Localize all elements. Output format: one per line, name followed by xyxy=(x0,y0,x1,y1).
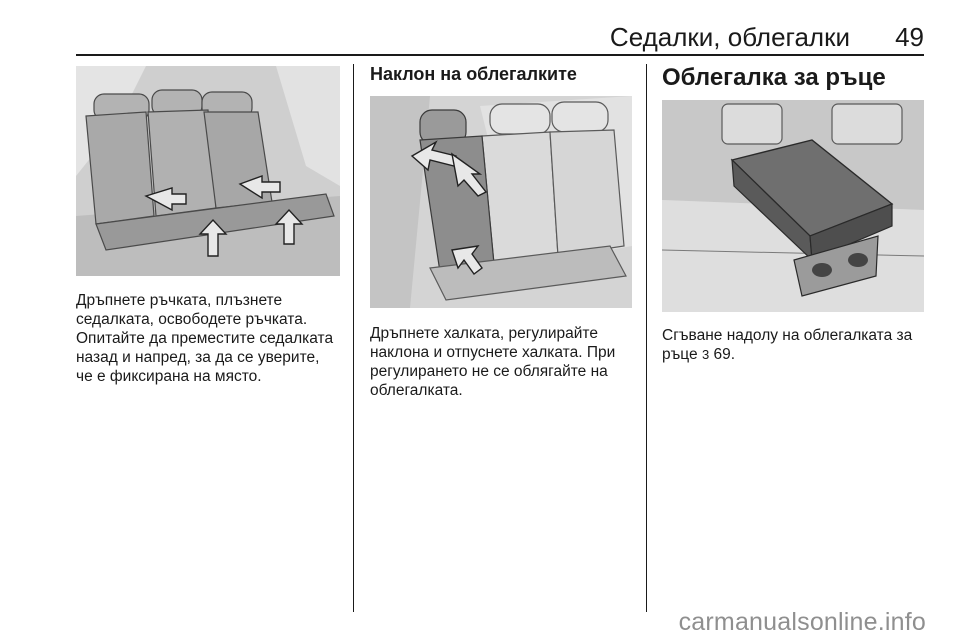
column-divider-left xyxy=(353,64,354,612)
seat-slide-instructions xyxy=(76,291,346,386)
backrest-tilt-instructions xyxy=(370,324,642,400)
rear-seat-slide-drawing xyxy=(76,66,340,276)
header-divider xyxy=(76,54,924,56)
text-line: назад и напред, за да се уверите, xyxy=(76,349,320,366)
text-line: Опитайте да преместите седалката xyxy=(76,330,334,347)
ref-prefix: ръце xyxy=(662,346,698,363)
page-number: 49 xyxy=(895,22,924,52)
watermark: carmanualsonline.info xyxy=(678,608,926,636)
text-line: регулирането не се облягайте на xyxy=(370,363,608,380)
armrest-instructions xyxy=(662,326,928,364)
rear-seat-slide-illustration xyxy=(76,66,340,276)
text-line: Дръпнете халката, регулирайте xyxy=(370,325,598,342)
section-heading-armrest: Облегалка за ръце xyxy=(662,64,886,91)
text-line: Дръпнете ръчката, плъзнете xyxy=(76,292,283,309)
backrest-recline-drawing xyxy=(370,96,632,308)
text-line: облегалката. xyxy=(370,382,463,399)
page-reference-arrow-icon: 3 xyxy=(701,347,710,362)
armrest-drawing xyxy=(662,100,924,312)
backrest-recline-illustration xyxy=(370,96,632,308)
text-line: Сгъване надолу на облегалката за xyxy=(662,327,913,344)
text-line: седалката, освободете ръчката. xyxy=(76,311,308,328)
text-line: наклона и отпуснете халката. При xyxy=(370,344,616,361)
armrest-illustration xyxy=(662,100,924,312)
page-title: Седалки, облегалки xyxy=(609,22,850,52)
section-heading-backrest-tilt: Наклон на облегалките xyxy=(370,64,577,84)
text-line: че е фиксирана на място. xyxy=(76,368,262,385)
column-divider-right xyxy=(646,64,647,612)
page-reference-link[interactable]: 69. xyxy=(713,346,736,363)
page-reference-line xyxy=(662,345,928,364)
